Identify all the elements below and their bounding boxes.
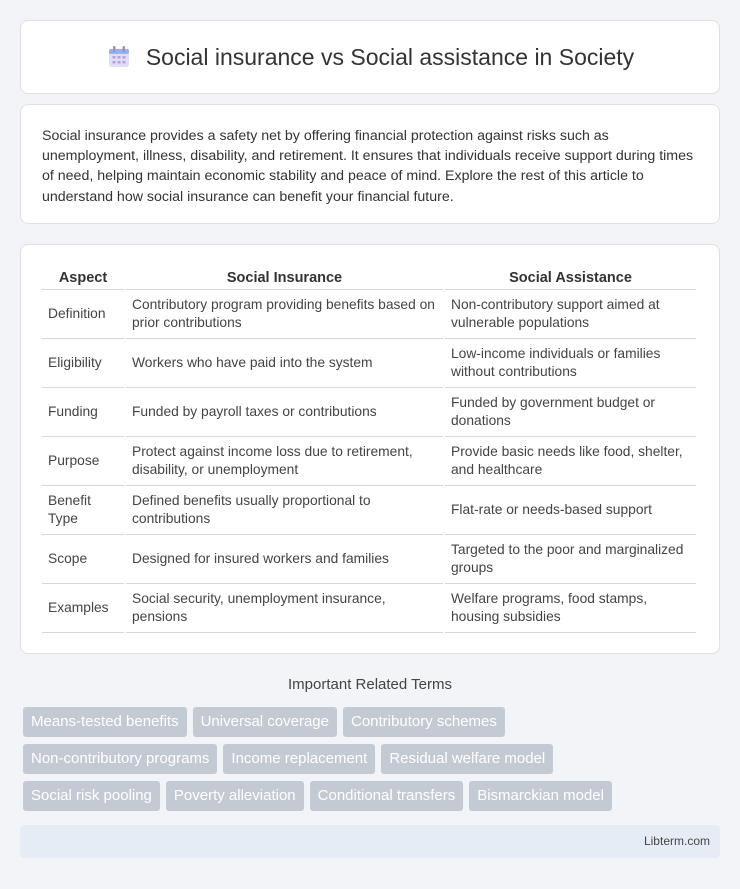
related-term-tag[interactable]: Social risk pooling	[23, 781, 160, 811]
related-term-tag[interactable]: Non-contributory programs	[23, 744, 217, 774]
table-row	[42, 437, 696, 486]
cell-social-insurance: Defined benefits usually proportional to contributions	[126, 486, 443, 535]
related-term-tag[interactable]: Poverty alleviation	[166, 781, 304, 811]
table-row	[42, 339, 696, 388]
related-term-tag[interactable]: Conditional transfers	[310, 781, 464, 811]
header-social-assistance: Social Assistance	[445, 263, 696, 290]
comparison-table-card	[20, 244, 720, 654]
table-row	[42, 584, 696, 633]
related-term-tag[interactable]: Residual welfare model	[381, 744, 553, 774]
table-row	[42, 486, 696, 535]
related-term-tag[interactable]: Bismarckian model	[469, 781, 612, 811]
cell-aspect: Purpose	[42, 437, 124, 486]
related-terms-title: Important Related Terms	[288, 676, 452, 693]
table-row	[42, 290, 696, 339]
comparison-table	[40, 263, 698, 633]
cell-social-assistance: Low-income individuals or families without contributions	[445, 339, 696, 388]
table-header-row	[42, 263, 696, 290]
cell-social-insurance: Social security, unemployment insurance, pensions	[126, 584, 443, 633]
page-title: Social insurance vs Social assistance in Society	[145, 43, 635, 70]
cell-social-insurance: Workers who have paid into the system	[126, 339, 443, 388]
header-social-insurance: Social Insurance	[126, 263, 443, 290]
related-term-tag[interactable]: Means-tested benefits	[23, 707, 187, 737]
calendar-icon	[106, 44, 132, 70]
related-terms-row	[23, 781, 713, 811]
cell-aspect: Benefit Type	[42, 486, 124, 535]
cell-social-assistance: Funded by government budget or donations	[445, 388, 696, 437]
footer	[20, 825, 720, 858]
intro-text: Social insurance provides a safety net by offering financial protection against risks such as unemployment, illness, disability, and retirement. It ensures that individuals receive support during times of need, helping maintain economic stability and peace of mind. Explore the rest of this article to understand how social insurance can benefit your financial future.	[42, 128, 694, 205]
related-term-tag[interactable]: Income replacement	[223, 744, 375, 774]
cell-aspect: Scope	[42, 535, 124, 584]
cell-aspect: Examples	[42, 584, 124, 633]
cell-aspect: Eligibility	[42, 339, 124, 388]
cell-social-insurance: Funded by payroll taxes or contributions	[126, 388, 443, 437]
cell-aspect: Funding	[42, 388, 124, 437]
related-terms-list	[23, 707, 713, 818]
header-aspect: Aspect	[42, 263, 124, 290]
related-term-tag[interactable]: Contributory schemes	[343, 707, 505, 737]
footer-link[interactable]: Libterm.com	[643, 834, 710, 848]
table-row	[42, 535, 696, 584]
related-terms-row	[23, 707, 713, 737]
cell-social-assistance: Non-contributory support aimed at vulnerable populations	[445, 290, 696, 339]
intro-card	[20, 104, 720, 224]
table-row	[42, 388, 696, 437]
cell-social-assistance: Welfare programs, food stamps, housing subsidies	[445, 584, 696, 633]
cell-social-assistance: Flat-rate or needs-based support	[445, 486, 696, 535]
related-terms-row	[23, 744, 713, 774]
cell-social-insurance: Designed for insured workers and families	[126, 535, 443, 584]
cell-social-assistance: Provide basic needs like food, shelter, and healthcare	[445, 437, 696, 486]
title-card	[20, 20, 720, 94]
related-term-tag[interactable]: Universal coverage	[193, 707, 337, 737]
cell-social-insurance: Contributory program providing benefits based on prior contributions	[126, 290, 443, 339]
cell-social-assistance: Targeted to the poor and marginalized groups	[445, 535, 696, 584]
cell-aspect: Definition	[42, 290, 124, 339]
cell-social-insurance: Protect against income loss due to retirement, disability, or unemployment	[126, 437, 443, 486]
